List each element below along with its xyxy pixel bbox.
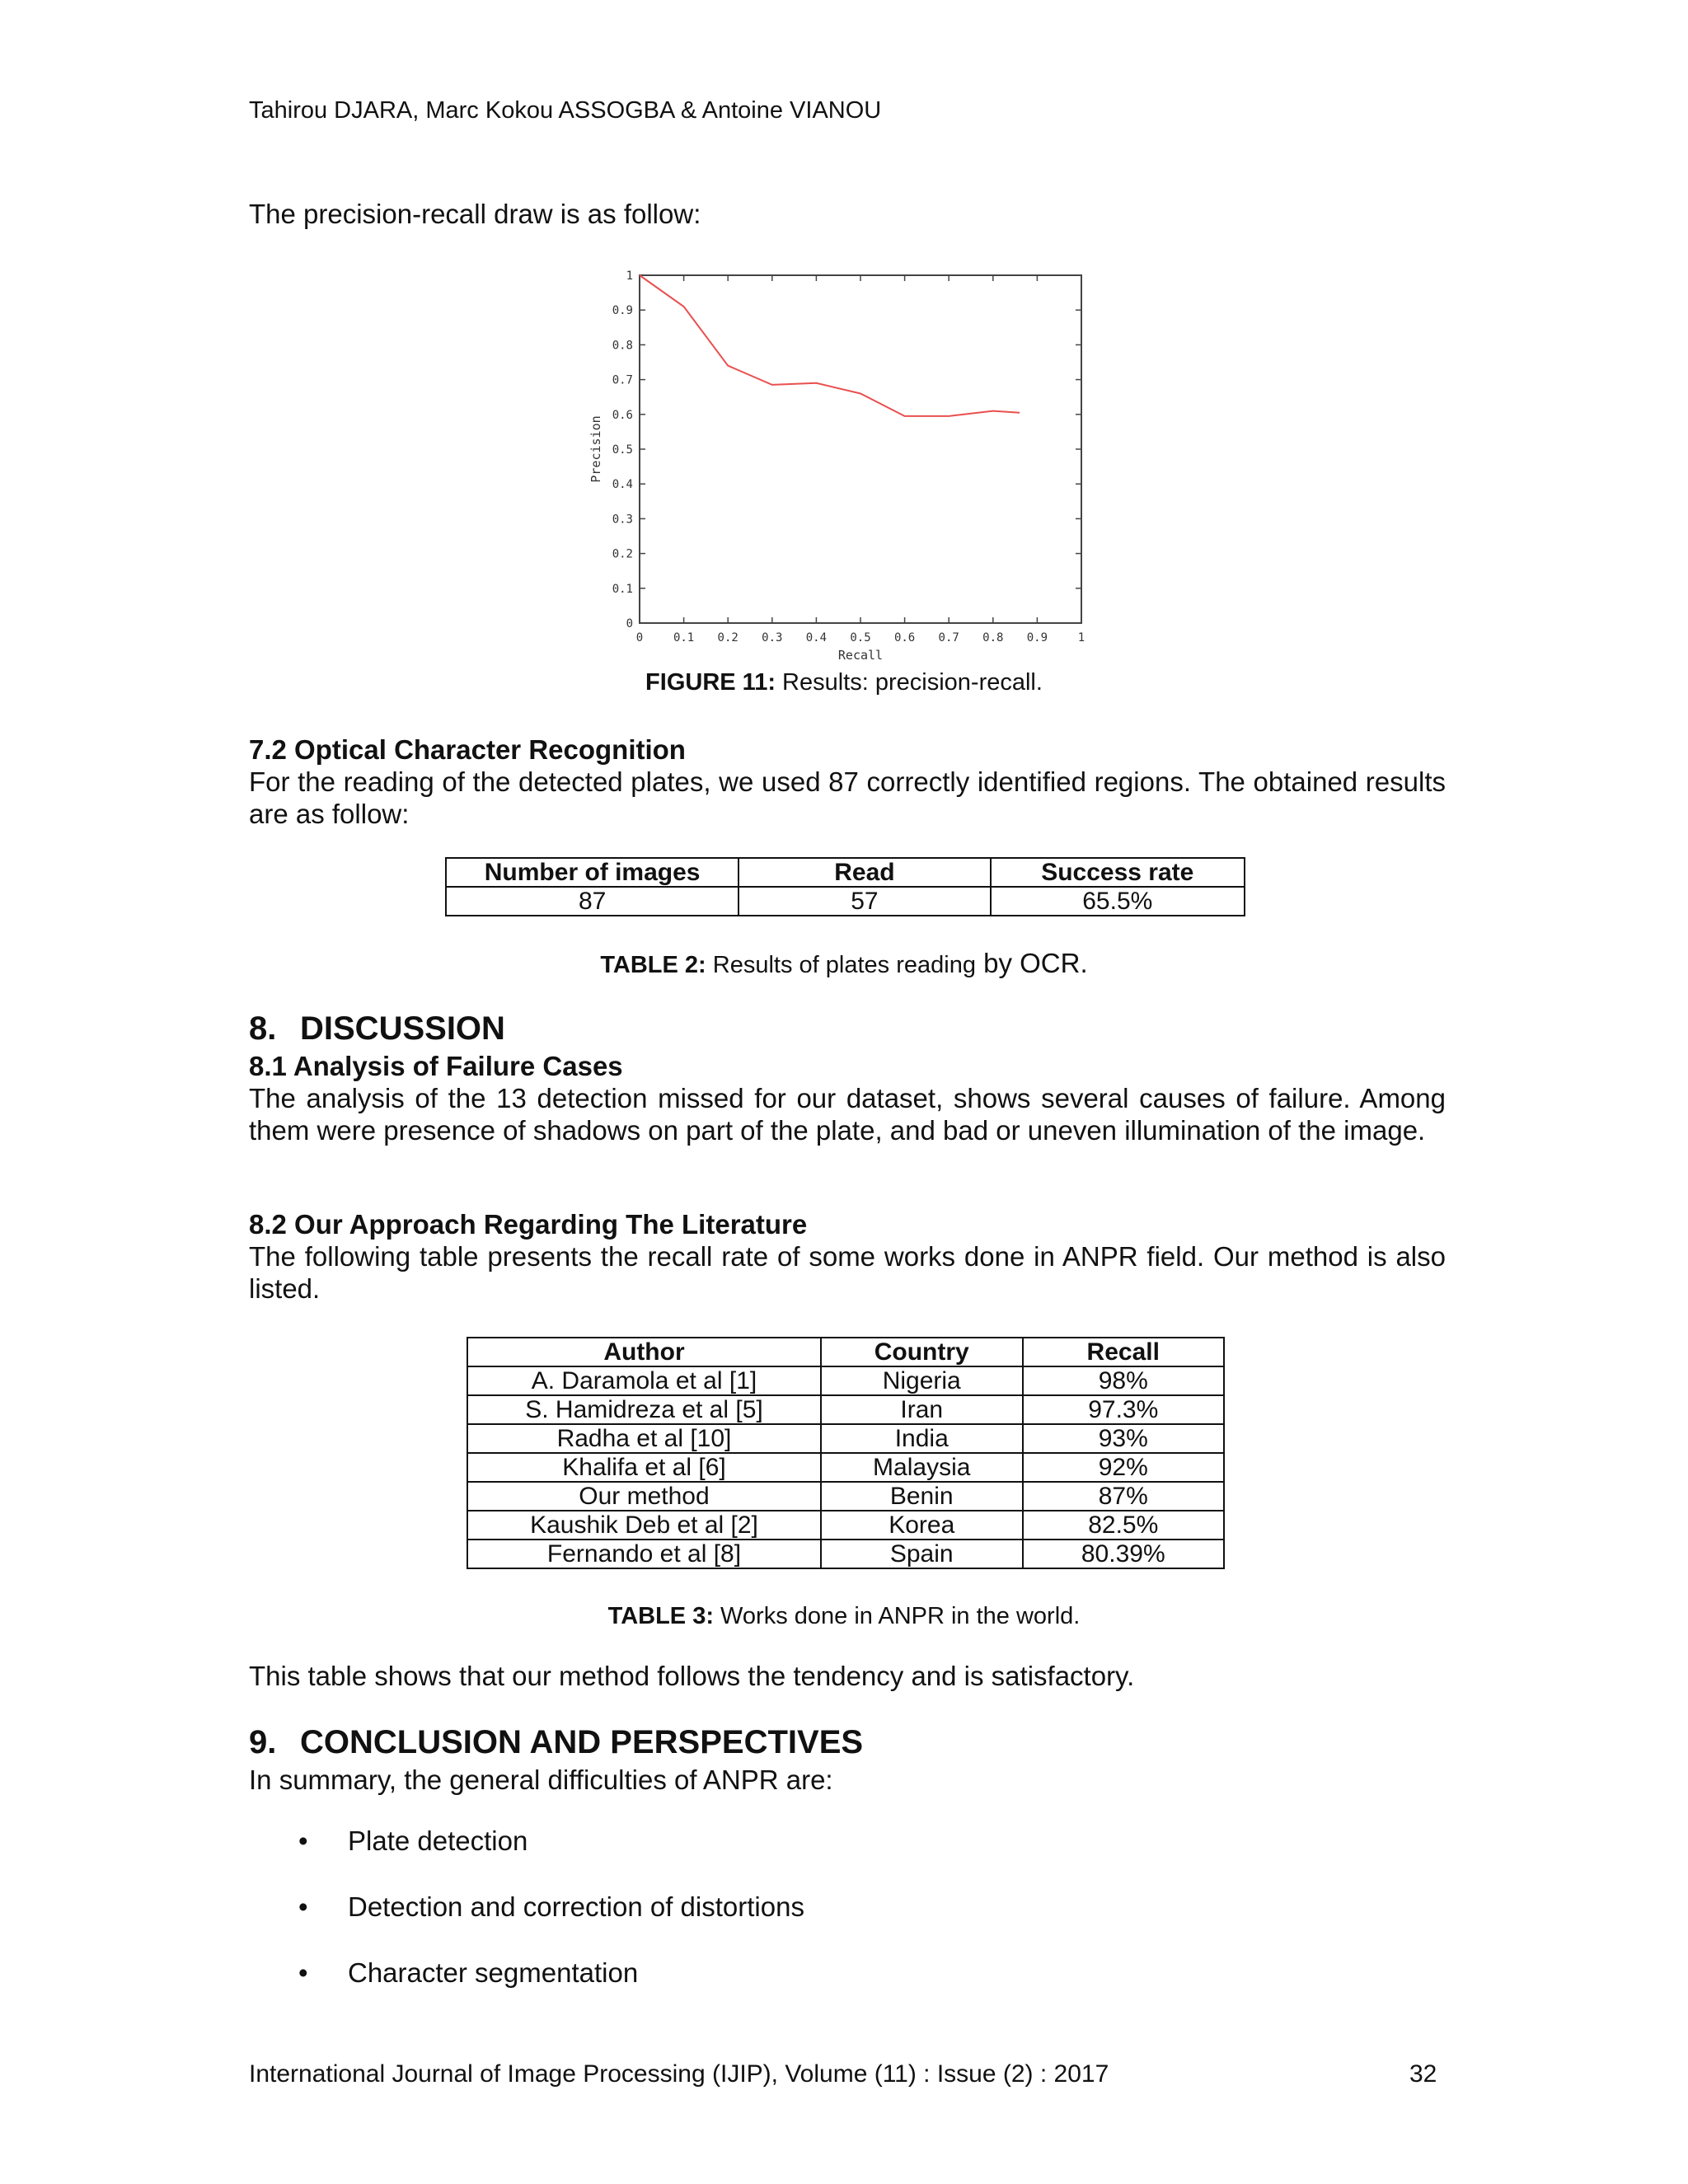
table-2-cell: 87: [446, 887, 738, 916]
precision-recall-chart: [577, 264, 1104, 668]
table-2-cell: 65.5%: [991, 887, 1245, 916]
table-row: [467, 1366, 1224, 1395]
x-tick-label: 0.6: [893, 631, 916, 644]
table-3-cell: Benin: [821, 1482, 1023, 1511]
table-2-caption-label: TABLE 2:: [600, 952, 706, 978]
table-row: [467, 1482, 1224, 1511]
bullet-icon: •: [298, 1957, 308, 1988]
y-tick-label: 0.5: [612, 443, 633, 457]
table-3-cell: Nigeria: [821, 1366, 1023, 1395]
table-3-cell: 97.3%: [1023, 1395, 1225, 1424]
table-3-cell: India: [821, 1424, 1023, 1453]
y-tick-label: 1: [626, 269, 633, 283]
list-item-text: Detection and correction of distortions: [348, 1891, 804, 1922]
table-3-caption-text: Works done in ANPR in the world.: [714, 1603, 1081, 1629]
section-8-1-heading: 8.1 Analysis of Failure Cases: [249, 1051, 623, 1081]
x-tick-label: 0.4: [805, 631, 828, 644]
table-2-header: Read: [738, 858, 990, 887]
table-3-cell: A. Daramola et al [1]: [467, 1366, 821, 1395]
table-2: [445, 857, 1245, 916]
x-tick-label: 0.3: [762, 631, 783, 644]
y-tick-label: 0.1: [612, 582, 633, 596]
section-8-2-text: The following table presents the recall rate of some works done in ANPR field. Our method is also listed.: [249, 1241, 1446, 1304]
section-8-2-heading: 8.2 Our Approach Regarding The Literature: [249, 1209, 808, 1240]
table-3-cell: 92%: [1023, 1453, 1225, 1482]
section-8-heading: [249, 1009, 505, 1048]
list-item-text: Character segmentation: [348, 1957, 639, 1988]
y-tick-label: 0.8: [612, 339, 633, 353]
x-tick-label: 1: [1077, 631, 1085, 644]
table-3-cell: Our method: [467, 1482, 821, 1511]
section-7-2-heading: 7.2 Optical Character Recognition: [249, 734, 686, 765]
table-3-cell: Korea: [821, 1511, 1023, 1540]
list-item-text: Plate detection: [348, 1825, 528, 1856]
table-3-cell: 87%: [1023, 1482, 1225, 1511]
conclusion-bullet-list: [249, 1825, 1446, 1990]
table-3-cell: Radha et al [10]: [467, 1424, 821, 1453]
bullet-icon: •: [298, 1891, 308, 1922]
table-3-cell: Iran: [821, 1395, 1023, 1424]
section-9-number: 9.: [249, 1724, 277, 1760]
x-tick-label: 0: [635, 631, 644, 644]
table-3-cell: 93%: [1023, 1424, 1225, 1453]
y-tick-label: 0.3: [612, 513, 633, 527]
section-9-intro: In summary, the general difficulties of ANPR are:: [249, 1765, 833, 1795]
table-row: [467, 1453, 1224, 1482]
figure-11-label: FIGURE 11:: [645, 669, 776, 696]
y-tick-label: 0.9: [612, 304, 633, 318]
x-tick-label: 0.1: [673, 631, 695, 644]
y-tick-label: 0.7: [612, 373, 633, 387]
x-tick-label: 0.7: [938, 631, 959, 644]
x-tick-label: 0.2: [717, 631, 738, 644]
table-2-caption-text: Results of plates reading: [706, 952, 976, 978]
table-3-header: Recall: [1023, 1338, 1225, 1366]
table-row: [467, 1395, 1224, 1424]
section-8-title: DISCUSSION: [300, 1010, 505, 1047]
y-axis-label: Precision: [588, 415, 603, 483]
x-tick-label: 0.9: [1026, 631, 1048, 644]
table-3-cell: 82.5%: [1023, 1511, 1225, 1540]
table-3-cell: 80.39%: [1023, 1540, 1225, 1568]
y-tick-label: 0.4: [612, 478, 633, 492]
table-2-header-row: [446, 858, 1245, 887]
figure-11-caption: [0, 669, 1688, 696]
x-tick-label: 0.5: [850, 631, 871, 644]
x-axis-label: Recall: [837, 648, 884, 663]
table-3-cell: 98%: [1023, 1366, 1225, 1395]
section-7-2-text: For the reading of the detected plates, we used 87 correctly identified regions. The obtained results are as follow:: [249, 766, 1446, 829]
intro-sentence: The precision-recall draw is as follow:: [249, 199, 701, 229]
section-9-heading: [249, 1722, 863, 1762]
table-3-cell: S. Hamidreza et al [5]: [467, 1395, 821, 1424]
table-3-cell: Spain: [821, 1540, 1023, 1568]
table-3-header: Author: [467, 1338, 821, 1366]
table-row: [467, 1540, 1224, 1568]
table-row: [446, 887, 1245, 916]
figure-11-text: Results: precision-recall.: [775, 669, 1043, 696]
section-8-1-text: The analysis of the 13 detection missed for our dataset, shows several causes of failure. Among them were presence of shadows on part of the plate, and bad or uneven illumination of the image.: [249, 1083, 1446, 1146]
table-3-comment: This table shows that our method follows the tendency and is satisfactory.: [249, 1661, 1135, 1691]
table-row: [467, 1424, 1224, 1453]
y-tick-label: 0: [626, 617, 633, 630]
table-3: [467, 1337, 1225, 1569]
y-tick-label: 0.6: [612, 408, 633, 422]
table-2-header: Number of images: [446, 858, 738, 887]
table-2-caption-tail: by OCR.: [975, 948, 1088, 978]
y-tick-label: 0.2: [612, 547, 633, 561]
running-head: Tahirou DJARA, Marc Kokou ASSOGBA & Antoine VIANOU: [249, 97, 882, 124]
section-8-number: 8.: [249, 1010, 277, 1047]
table-2-header: Success rate: [991, 858, 1245, 887]
table-row: [467, 1511, 1224, 1540]
footer-journal: International Journal of Image Processing (IJIP), Volume (11) : Issue (2) : 2017: [249, 2060, 1109, 2088]
table-2-caption: [0, 948, 1688, 979]
table-3-cell: Khalifa et al [6]: [467, 1453, 821, 1482]
section-9-title: CONCLUSION AND PERSPECTIVES: [300, 1724, 864, 1760]
table-3-cell: Kaushik Deb et al [2]: [467, 1511, 821, 1540]
table-3-caption-label: TABLE 3:: [607, 1603, 714, 1629]
x-tick-label: 0.8: [982, 631, 1004, 644]
table-2-cell: 57: [738, 887, 990, 916]
bullet-icon: •: [298, 1825, 308, 1856]
table-3-caption: [0, 1603, 1688, 1630]
table-3-cell: Fernando et al [8]: [467, 1540, 821, 1568]
page-number: 32: [1409, 2060, 1437, 2088]
table-3-header-row: [467, 1338, 1224, 1366]
table-3-header: Country: [821, 1338, 1023, 1366]
plot-frame: [640, 275, 1081, 623]
table-3-cell: Malaysia: [821, 1453, 1023, 1482]
